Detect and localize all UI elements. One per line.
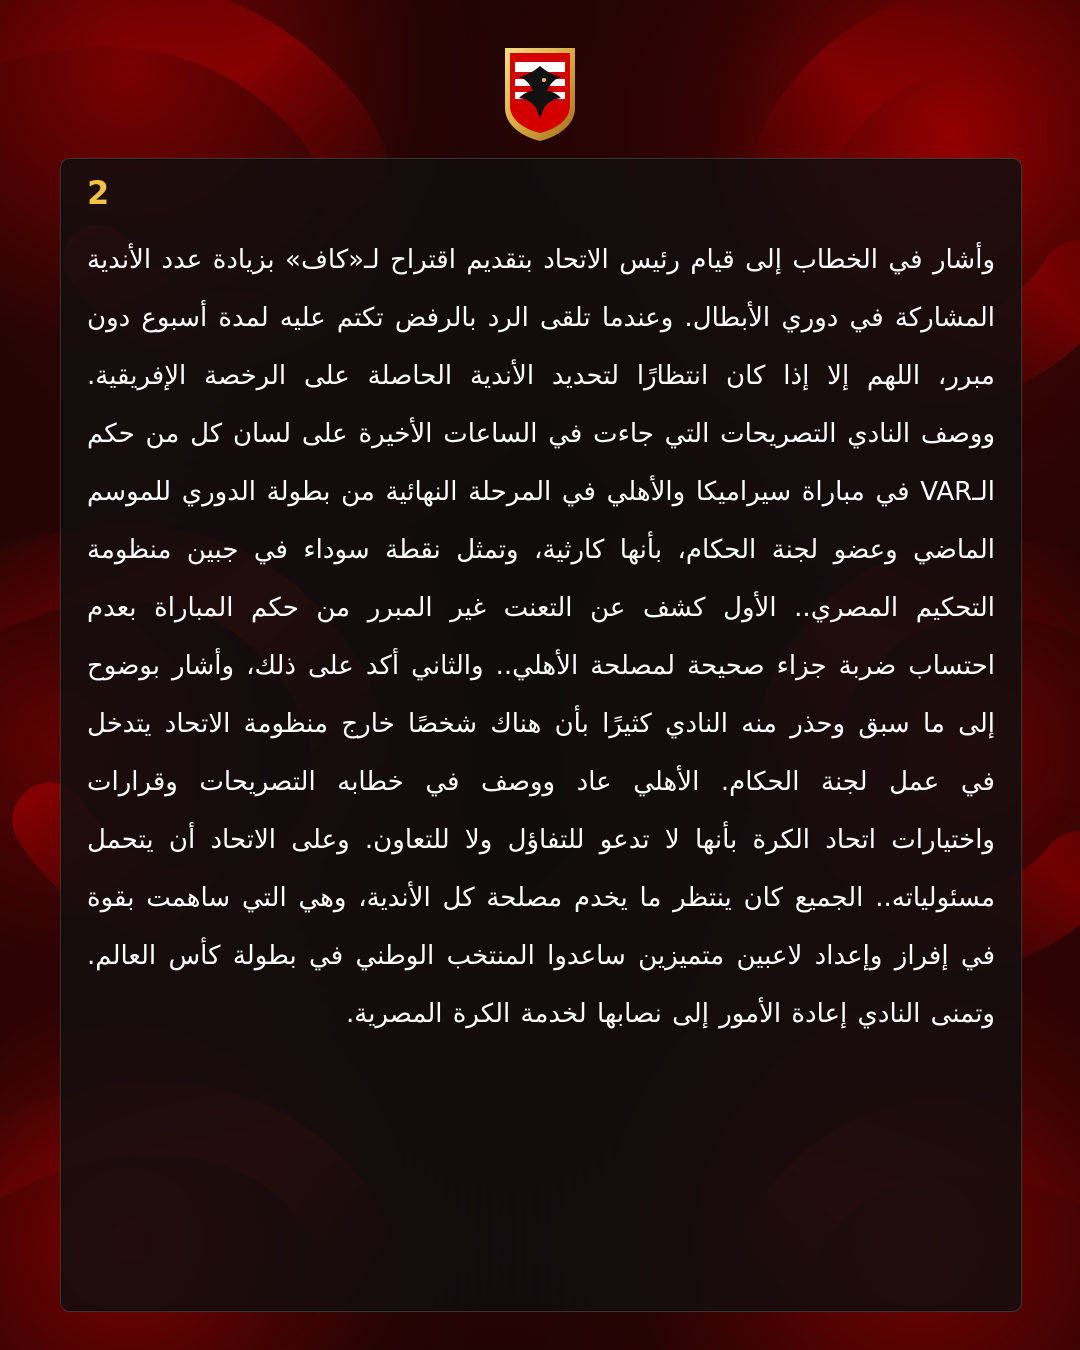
eagle-crest-icon <box>499 42 581 144</box>
club-logo <box>499 42 581 144</box>
card-number: 2 <box>87 174 110 212</box>
article-paragraph: وأشار في الخطاب إلى قيام رئيس الاتحاد بتقديم اقتراح لـ«كاف» بزيادة عدد الأندية المشاركة في دوري الأبطال. وعندما تلقى الرد بالرفض تكتم عليه لمدة أسبوع دون مبرر، اللهم إلا إذا كان انتظارًا لتحديد الأندية الحاصلة على الرخصة الإفريقية. ووصف النادي التصريحات التي جاءت في الساعات الأخيرة على لسان كل من حكم الـVAR في مباراة سيراميكا والأهلي في المرحلة النهائية من بطولة الدوري للموسم الماضي وعضو لجنة الحكام، بأنها كارثية، وتمثل نقطة سوداء في جبين منظومة التحكيم المصري.. الأول كشف عن التعنت غير المبرر من حكم المباراة بعدم احتساب ضربة جزاء صحيحة لمصلحة الأهلي.. والثاني أكد على ذلك، وأشار بوضوح إلى ما سبق وحذر منه النادي كثيرًا بأن هناك شخصًا خارج منظومة الاتحاد يتدخل في عمل لجنة الحكام. الأهلي عاد ووصف في خطابه التصريحات وقرارات واختيارات اتحاد الكرة بأنها لا تدعو للتفاؤل ولا للتعاون. وعلى الاتحاد أن يتحمل مسئولياته.. الجميع كان ينتظر ما يخدم مصلحة كل الأندية، وهي التي ساهمت بقوة في إفراز وإعداد لاعبين متميزين ساعدوا المنتخب الوطني في بطولة كأس العالم. وتمنى النادي إعادة الأمور إلى نصابها لخدمة الكرة المصرية. <box>87 245 995 1029</box>
content-card <box>60 158 1022 1312</box>
